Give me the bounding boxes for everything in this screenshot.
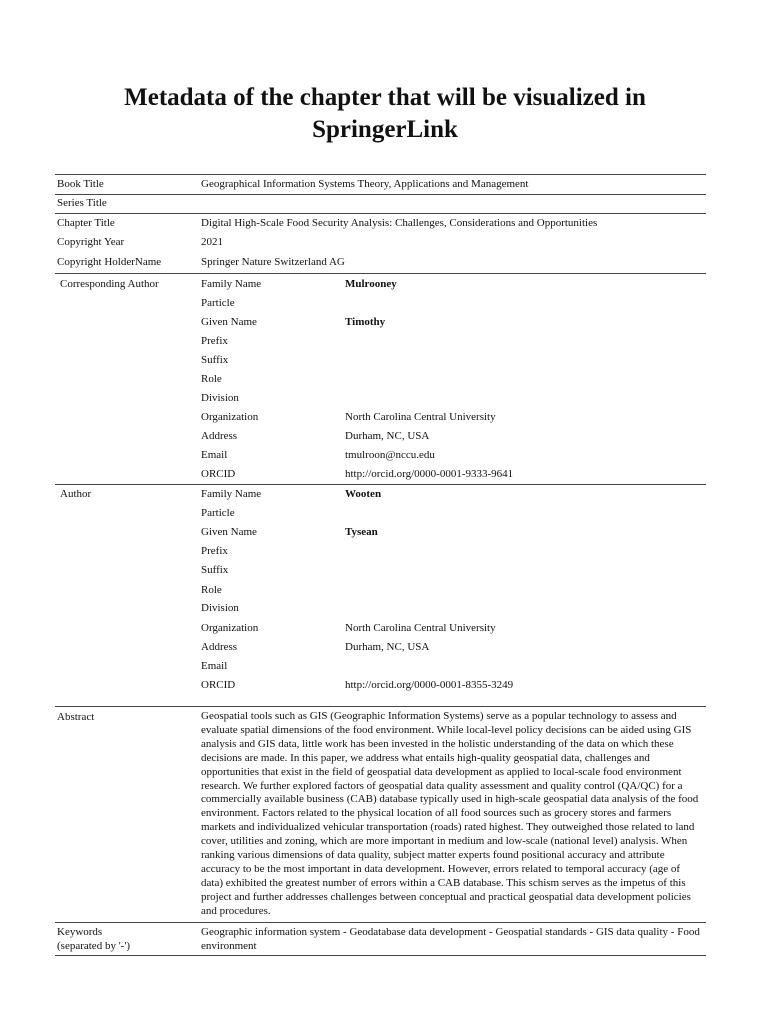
copyright-holder-label: Copyright HolderName — [57, 256, 162, 268]
divider — [55, 213, 706, 214]
family-name-label: Family Name — [201, 278, 262, 290]
orcid-label: ORCID — [201, 468, 236, 480]
copyright-year-value: 2021 — [201, 236, 223, 248]
corresponding-orcid: http://orcid.org/0000-0001-9333-9641 — [345, 468, 514, 480]
email-label: Email — [201, 660, 228, 672]
prefix-label: Prefix — [201, 545, 228, 557]
keywords-separator-note: (separated by '-') — [57, 940, 130, 952]
given-name-label: Given Name — [201, 316, 257, 328]
given-name-label: Given Name — [201, 526, 257, 538]
email-label: Email — [201, 449, 228, 461]
particle-label: Particle — [201, 507, 235, 519]
copyright-year-label: Copyright Year — [57, 236, 125, 248]
keywords-label: Keywords — [57, 926, 103, 938]
corresponding-organization: North Carolina Central University — [345, 411, 496, 423]
author-address: Durham, NC, USA — [345, 641, 430, 653]
author-given-name: Tysean — [345, 526, 378, 538]
address-label: Address — [201, 430, 238, 442]
prefix-label: Prefix — [201, 335, 228, 347]
address-label: Address — [201, 641, 238, 653]
corresponding-family-name: Mulrooney — [345, 278, 397, 290]
author-label: Author — [60, 488, 92, 500]
title-line-1: Metadata of the chapter that will be visualized in — [124, 84, 646, 111]
organization-label: Organization — [201, 622, 259, 634]
role-label: Role — [201, 373, 222, 385]
divider — [55, 174, 706, 175]
divider — [55, 484, 706, 485]
role-label: Role — [201, 584, 222, 596]
author-orcid: http://orcid.org/0000-0001-8355-3249 — [345, 679, 514, 691]
abstract-text: Geospatial tools such as GIS (Geographic Information Systems) serve as a popular technology to assess and evaluate spatial dimensions of the food environment. While local-level policy decisions can be aided using GIS analysis and GIS data, little work has been invested in the holistic understanding of the data on which these decisions are made. In this paper, we address what entails high-quality geospatial data, challenges and opportunities that exist in the field of geospatial data development as applied to local-scale food environment research. We further explored factors of geospatial data quality assessment and quality control (QA/QC) for a commercially available business (CAB) database typically used in high-scale geospatial data analysis of the food environment. Factors related to the physical location of all food sources such as grocery stores and farmers markets and individualized vehicular transportation (roads) rated highest. They outweighed those related to land cover, utilities and zoning, which are more important in medium and low-scale (national level) analysis. When ranking various dimensions of data quality, subject matter experts found positional accuracy and attribute accuracy to be the most important in data development. However, errors related to temporal accuracy (age of data) exhibited the greatest number of errors within a CAB database. This schism serves as the impetus of this project and further addresses challenges between conceptual and practical geospatial data development policies and procedures. — [201, 710, 699, 917]
divider — [55, 955, 706, 956]
abstract-label: Abstract — [57, 711, 95, 723]
corresponding-author-label: Corresponding Author — [60, 278, 159, 290]
corresponding-given-name: Timothy — [345, 316, 386, 328]
division-label: Division — [201, 392, 239, 404]
book-title-label: Book Title — [57, 178, 104, 190]
suffix-label: Suffix — [201, 354, 229, 366]
author-organization: North Carolina Central University — [345, 622, 496, 634]
chapter-title-label: Chapter Title — [57, 217, 115, 229]
particle-label: Particle — [201, 297, 235, 309]
chapter-title-value: Digital High-Scale Food Security Analysis: Challenges, Considerations and Opportunities — [201, 217, 598, 229]
divider — [55, 922, 706, 923]
series-title-label: Series Title — [57, 197, 107, 209]
family-name-label: Family Name — [201, 488, 262, 500]
corresponding-email: tmulroon@nccu.edu — [345, 449, 435, 461]
division-label: Division — [201, 602, 239, 614]
suffix-label: Suffix — [201, 564, 229, 576]
divider — [55, 273, 706, 274]
divider — [55, 706, 706, 707]
keywords-text: Geographic information system - Geodatabase data development - Geospatial standards - GIS data quality - Food environment — [201, 926, 700, 952]
corresponding-address: Durham, NC, USA — [345, 430, 430, 442]
organization-label: Organization — [201, 411, 259, 423]
divider — [55, 194, 706, 195]
copyright-holder-value: Springer Nature Switzerland AG — [201, 256, 345, 268]
book-title-value: Geographical Information Systems Theory, Applications and Management — [201, 178, 529, 190]
orcid-label: ORCID — [201, 679, 236, 691]
author-family-name: Wooten — [345, 488, 382, 500]
title-line-2: SpringerLink — [312, 116, 458, 143]
page-title — [0, 82, 770, 146]
